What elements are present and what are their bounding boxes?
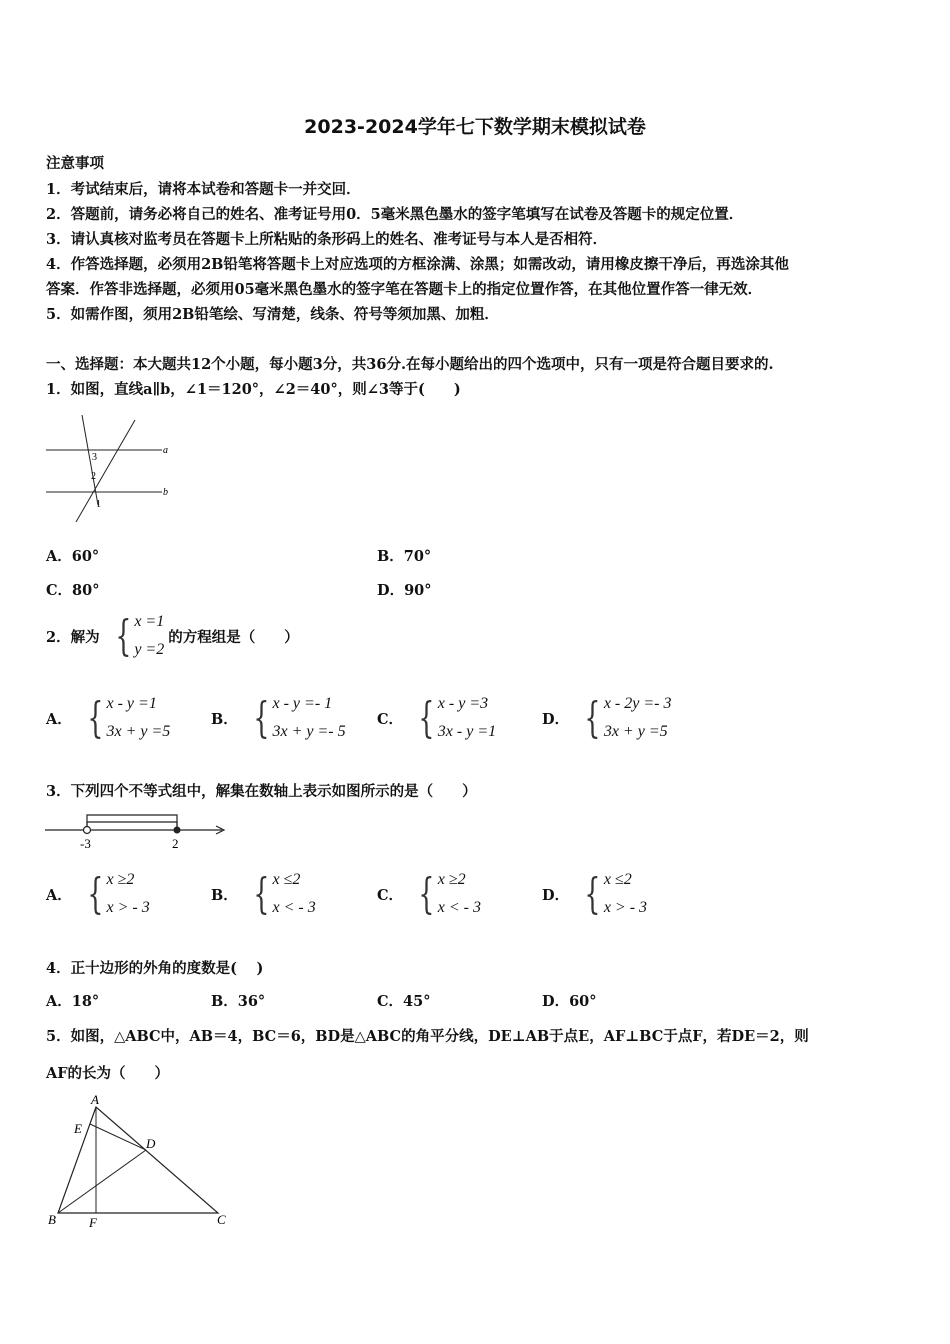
q1-option-b: B．70° <box>377 548 432 565</box>
q2-option-c: C． { x - y =3 3x - y =1 <box>377 693 497 742</box>
q5-stem-line1: 5．如图，△ABC中，AB＝4，BC＝6，BD是△ABC的角平分线，DE⊥AB于点E，AF⊥BC于点F，若DE＝2，则 <box>46 1028 809 1045</box>
transversal-2 <box>76 420 135 522</box>
label-angle2: 2 <box>91 471 96 482</box>
q4-option-d: D．60° <box>542 993 597 1010</box>
q2-suffix: 的方程组是（ ） <box>168 628 299 646</box>
q2-option-b: B． { x - y =- 1 3x + y =- 5 <box>211 693 346 742</box>
axis-label-2: 2 <box>172 836 179 851</box>
notice-item: 答案．作答非选择题，必须用05毫米黑色墨水的签字笔在答题卡上的指定位置作答，在其他位置作答一律无效． <box>46 281 763 298</box>
label-F: F <box>89 1215 97 1230</box>
q2-option-a: A． { x - y =1 3x + y =5 <box>46 693 171 742</box>
notice-item: 5．如需作图，须用2B铅笔绘、写清楚，线条、符号等须加黑、加粗． <box>46 306 499 323</box>
notice-item: 1．考试结束后，请将本试卷和答题卡一并交回． <box>46 181 361 198</box>
q3-option-b: B． { x ≤2 x < - 3 <box>211 869 316 918</box>
q4-option-c: C．45° <box>377 993 431 1010</box>
q4-option-a: A．18° <box>46 993 100 1010</box>
bisector-bd <box>58 1150 146 1213</box>
notice-heading: 注意事项 <box>46 155 104 172</box>
q5-stem-line2: AF的长为（ ） <box>46 1065 170 1082</box>
q2-prefix: 2．解为 <box>46 628 100 646</box>
q2-solution-x: x =1 <box>134 613 165 630</box>
axis-label-neg3: -3 <box>80 836 91 851</box>
q3-number-line <box>40 810 240 855</box>
q2-option-d: D． { x - 2y =- 3 3x + y =5 <box>542 693 672 742</box>
notice-item: 3．请认真核对监考员在答题卡上所粘贴的条形码上的姓名、准考证号与本人是否相符． <box>46 231 608 248</box>
triangle-abc <box>58 1107 218 1213</box>
notice-item: 2．答题前，请务必将自己的姓名、准考证号用0．5毫米黑色墨水的签字笔填写在试卷及答题卡的规定位置． <box>46 206 744 223</box>
label-A: A <box>91 1092 99 1107</box>
q4-option-b: B．36° <box>211 993 266 1010</box>
closed-point <box>174 827 181 834</box>
q3-option-a: A． { x ≥2 x > - 3 <box>46 869 150 918</box>
q3-option-d: D． { x ≤2 x > - 3 <box>542 869 648 918</box>
q1-figure <box>40 410 190 525</box>
label-b: b <box>163 487 168 498</box>
q1-stem: 1．如图，直线a∥b，∠1＝120°，∠2＝40°，则∠3等于( ) <box>46 381 461 398</box>
label-angle3: 3 <box>92 452 97 463</box>
section-heading: 一、选择题：本大题共12个小题，每小题3分，共36分.在每小题给出的四个选项中，只有一项是符合题目要求的. <box>46 356 774 373</box>
label-D: D <box>146 1136 156 1151</box>
open-point <box>84 827 91 834</box>
q1-option-d: D．90° <box>377 582 432 599</box>
q3-stem: 3．下列四个不等式组中，解集在数轴上表示如图所示的是（ ） <box>46 783 477 800</box>
q5-figure <box>40 1090 240 1235</box>
label-B: B <box>48 1212 56 1227</box>
notice-item: 4．作答选择题，必须用2B铅笔将答题卡上对应选项的方框涂满、涂黑；如需改动，请用橡皮擦干净后，再选涂其他 <box>46 256 789 273</box>
label-a: a <box>163 445 168 456</box>
perpendicular-de <box>90 1124 146 1150</box>
q3-option-c: C． { x ≥2 x < - 3 <box>377 869 482 918</box>
q1-option-a: A．60° <box>46 548 100 565</box>
q2-solution-y: y =2 <box>134 641 165 658</box>
label-E: E <box>74 1121 82 1136</box>
label-angle1: 1 <box>96 499 101 510</box>
q4-stem: 4．正十边形的外角的度数是( ) <box>46 960 264 977</box>
label-C: C <box>217 1212 226 1227</box>
q2-stem: 2．解为 { x =1 y =2 的方程组是（ ） <box>46 608 309 664</box>
page-title: 2023-2024学年七下数学期末模拟试卷 <box>304 116 646 138</box>
q1-option-c: C．80° <box>46 582 100 599</box>
